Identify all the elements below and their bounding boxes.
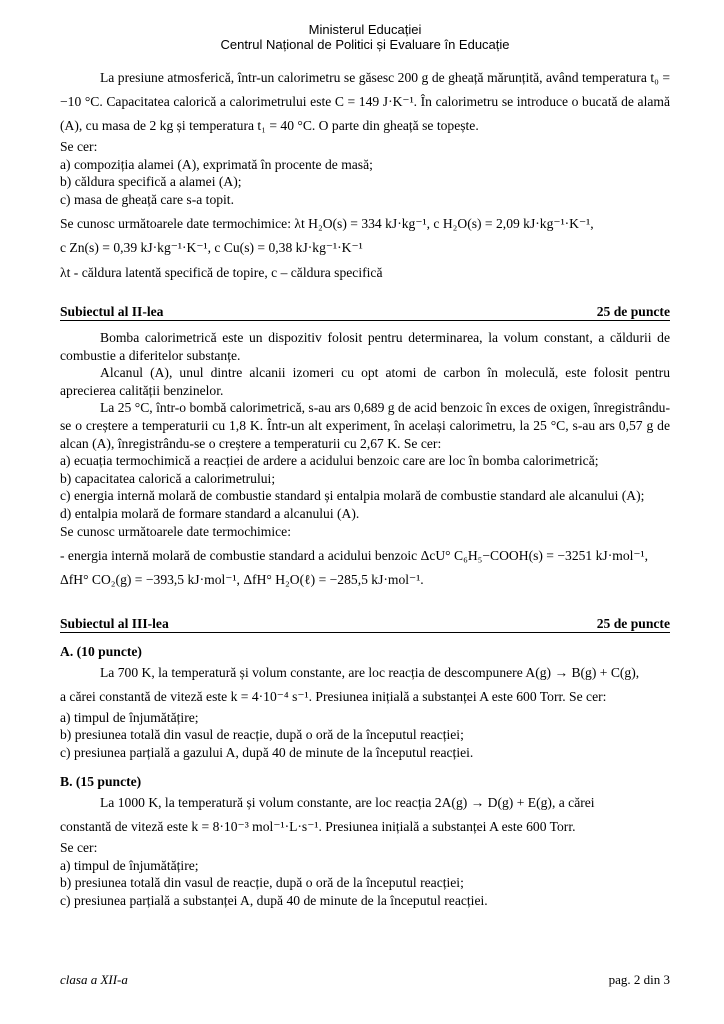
s3a-paragraph-2: a cărei constantă de viteză este k = 4·10⁻⁴ s⁻¹. Presiunea inițială a substanței A este 600 Torr. Se cer: [60, 688, 607, 704]
s2-paragraph-1: Bomba calorimetrică este un dispozitiv folosit pentru determinarea, la volum constant, a căldurii de combustie a diferitelor substanțe. [60, 329, 670, 363]
s3a-item-a: a) timpul de înjumătățire; [60, 709, 199, 725]
subject-2-title: Subiectul al II-lea [60, 303, 164, 319]
s3a-paragraph-1: La 700 K, la temperatură și volum constante, are loc reacția de descompunere A(g) → B(g) + C(g), [100, 664, 640, 680]
s1-known-data-2: c Zn(s) = 0,39 kJ·kg⁻¹·K⁻¹, c Cu(s) = 0,38 kJ·kg⁻¹·K⁻¹ [60, 240, 363, 256]
s3a-item-b: b) presiunea totală din vasul de reacție, după o oră de la începutul reacției; [60, 727, 464, 743]
s2-paragraph-3: La 25 °C, într-o bombă calorimetrică, s-au ars 0,689 g de acid benzoic în exces de oxigen, înregistrându-se o creștere a temperaturii cu 1,8 K. Într-un alt experiment, în același calorimetru, la 25 °C, s-au ars 0,57 g de alcan (A), înregistrându-se o creștere a temperaturii cu 2,67 K. Se cer: [60, 400, 670, 451]
subject-3-part-a [60, 643, 670, 761]
subject-1-section [60, 66, 670, 282]
s1-ask: Se cer: [60, 139, 98, 154]
subject-3-points: 25 de puncte [596, 616, 670, 632]
s3b-paragraph-2: constantă de viteză este k = 8·10⁻³ mol⁻¹·L·s⁻¹. Presiunea inițială a substanței A este 600 Torr. [60, 819, 576, 835]
s2-known-2: ΔfH° CO₂(g) = −393,5 kJ·mol⁻¹, ΔfH° H₂O(ℓ) = −285,5 kJ·mol⁻¹. [60, 572, 424, 588]
subject-3-part-b [60, 773, 670, 909]
footer-page-number: pag. 2 din 3 [608, 972, 670, 987]
s1-item-a: a) compoziția alamei (A), exprimată în procente de masă; [60, 156, 373, 172]
subject-3-title: Subiectul al III-lea [60, 616, 169, 632]
s1-item-b: b) căldura specifică a alamei (A); [60, 174, 242, 190]
subject-2-heading [60, 304, 670, 321]
center-title: Centrul Național de Politici și Evaluare în Educație [220, 37, 510, 52]
document-page [60, 22, 670, 909]
s2-paragraph-2: Alcanul (A), unul dintre alcanii izomeri cu opt atomi de carbon în moleculă, este folosit pentru aprecierea calității benzinelor. [60, 365, 670, 398]
s3b-paragraph-1: La 1000 K, la temperatură și volum constante, are loc reacția 2A(g) → D(g) + E(g), a cărei [100, 795, 595, 811]
s1-legend: λt - căldura latentă specifică de topire, c – căldura specifică [60, 265, 383, 281]
s3a-item-c: c) presiunea parțială a gazului A, după 40 de minute de la începutul reacției. [60, 744, 474, 760]
ministry-title: Ministerul Educației [308, 22, 422, 37]
s3b-ask: Se cer: [60, 840, 98, 856]
page-header [60, 22, 670, 52]
s3b-item-a: a) timpul de înjumătățire; [60, 857, 199, 873]
s2-item-b: b) capacitatea calorică a calorimetrului; [60, 470, 276, 486]
s3b-item-b: b) presiunea totală din vasul de reacție, după o oră de la începutul reacției; [60, 875, 464, 891]
s2-item-d: d) entalpia molară de formare standard a alcanului (A). [60, 505, 360, 521]
s1-item-c: c) masa de gheață care s-a topit. [60, 191, 234, 207]
s3a-heading: A. (10 puncte) [60, 644, 142, 660]
s2-known: Se cunosc următoarele date termochimice: [60, 523, 291, 539]
s2-known-1: - energia internă molară de combustie standard a acidului benzoic ΔcU° C₆H₅−COOH(s) = −3251 kJ·mol⁻¹, [60, 548, 649, 564]
subject-2-points: 25 de puncte [596, 303, 670, 319]
s2-item-a: a) ecuația termochimică a reacției de ardere a acidului benzoic care are loc în bomba calorimetrică; [60, 453, 599, 469]
page-footer [60, 972, 670, 988]
s1-known-data: Se cunosc următoarele date termochimice: λt H₂O(s) = 334 kJ·kg⁻¹, c H₂O(s) = 2,09 kJ·kg⁻¹·K⁻¹, [60, 216, 594, 232]
subject-3-heading [60, 616, 670, 633]
subject-2-section [60, 329, 670, 592]
s1-intro: La presiune atmosferică, într-un calorimetru se găsesc 200 g de gheață mărunțită, având temperatura t₀ = −10 °C. Capacitatea calorică a calorimetrului este C = 149 J·K⁻¹. În calorimetru se introduce o bucată de alamă (A), cu masa de 2 kg și temperatura t₁ = 40 °C. O parte din gheață se topește. [60, 70, 670, 133]
s3b-heading: B. (15 puncte) [60, 774, 142, 790]
s2-item-c: c) energia internă molară de combustie standard și entalpia molară de combustie standard ale alcanului (A); [60, 488, 645, 504]
s3b-item-c: c) presiunea parțială a substanței A, după 40 de minute de la începutul reacției. [60, 892, 488, 908]
footer-class: clasa a XII-a [60, 972, 128, 987]
